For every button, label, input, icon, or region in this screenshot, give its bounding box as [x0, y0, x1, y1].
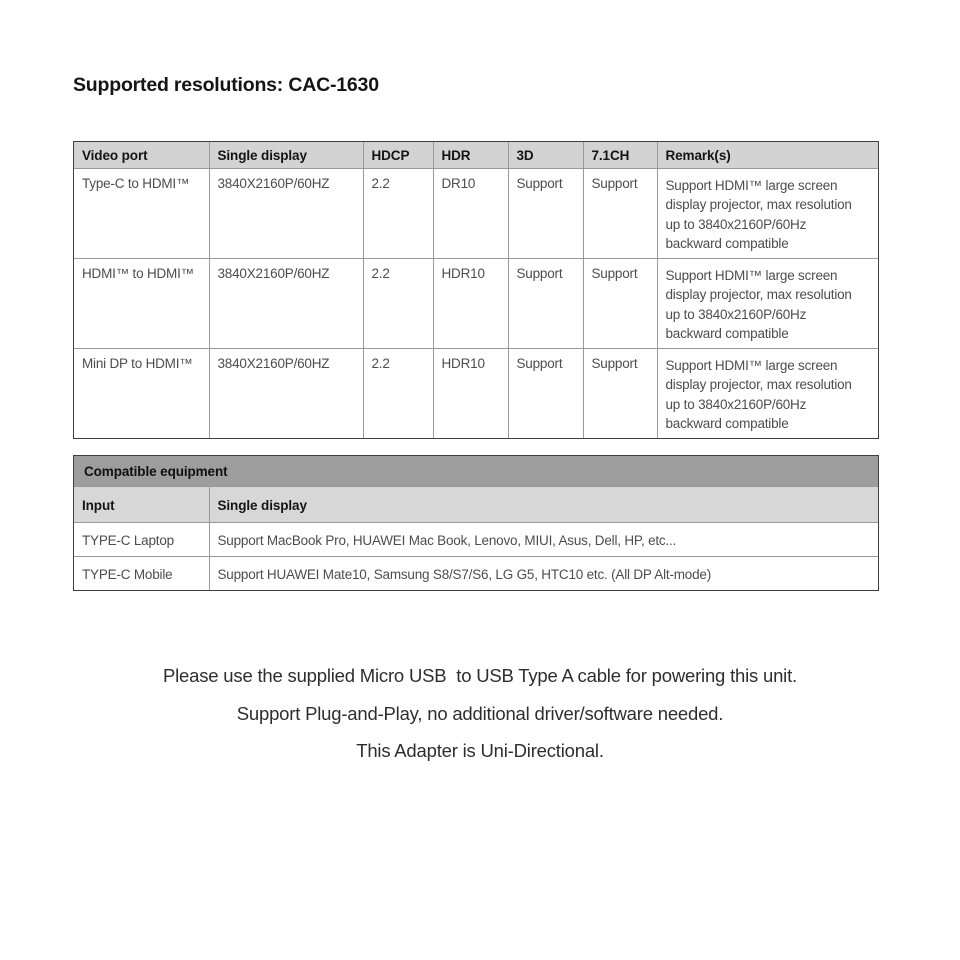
cell-single-display: 3840X2160P/60HZ	[209, 168, 363, 258]
col-header-71ch: 7.1CH	[583, 142, 657, 168]
page-title: Supported resolutions: CAC-1630	[73, 74, 379, 96]
cell-input: TYPE-C Mobile	[74, 556, 209, 590]
col-header-remarks: Remark(s)	[657, 142, 878, 168]
note-uni-directional: This Adapter is Uni-Directional.	[356, 740, 604, 761]
remark-line: up to 3840x2160P/60Hz	[665, 306, 807, 322]
remark-line: Support HDMI™ large screen	[665, 177, 838, 193]
remark-line: backward compatible	[665, 416, 789, 431]
table-row-mini-dp	[74, 348, 878, 438]
resolutions-table	[73, 141, 879, 439]
col-header-single-display: Single display	[209, 486, 878, 522]
remark-line: backward compatible	[665, 326, 789, 341]
remark-line: display projector, max resolution	[665, 197, 852, 212]
cell-3d: Support	[508, 258, 583, 348]
note-plug-and-play: Support Plug-and-Play, no additional driver/software needed.	[236, 702, 724, 724]
equipment-table-grid	[74, 456, 878, 590]
cell-remarks	[657, 168, 878, 258]
cell-71ch: Support	[583, 348, 657, 438]
col-header-single-display: Single display	[209, 142, 363, 168]
cell-hdcp: 2.2	[363, 348, 433, 438]
note-power-cable: Please use the supplied Micro USB to USB Type A cable for powering this unit.	[163, 665, 797, 686]
cell-71ch: Support	[583, 168, 657, 258]
table-row-laptop	[74, 522, 878, 556]
cell-remarks	[657, 348, 878, 438]
cell-video-port: Type-C to HDMI™	[74, 168, 209, 258]
cell-video-port: Mini DP to HDMI™	[74, 348, 209, 438]
table-row-type-c	[74, 168, 878, 258]
cell-hdcp: 2.2	[363, 258, 433, 348]
remark-line: Support HDMI™ large screen	[665, 357, 838, 373]
remark-line: up to 3840x2160P/60Hz	[665, 396, 807, 412]
cell-input: TYPE-C Laptop	[74, 522, 209, 556]
table-row-hdmi	[74, 258, 878, 348]
cell-single-display: Support MacBook Pro, HUAWEI Mac Book, Lenovo, MIUI, Asus, Dell, HP, etc...	[209, 522, 878, 556]
col-header-hdcp: HDCP	[363, 142, 433, 168]
cell-3d: Support	[508, 168, 583, 258]
cell-hdcp: 2.2	[363, 168, 433, 258]
resolutions-header-row	[74, 142, 878, 168]
cell-video-port: HDMI™ to HDMI™	[74, 258, 209, 348]
remark-line: Support HDMI™ large screen	[665, 267, 838, 283]
resolutions-table-grid	[74, 142, 878, 438]
equipment-title-row	[74, 456, 878, 486]
cell-single-display: Support HUAWEI Mate10, Samsung S8/S7/S6, LG G5, HTC10 etc. (All DP Alt-mode)	[209, 556, 878, 590]
cell-71ch: Support	[583, 258, 657, 348]
cell-hdr: DR10	[433, 168, 508, 258]
remark-line: display projector, max resolution	[665, 377, 852, 392]
remark-line: up to 3840x2160P/60Hz	[665, 216, 807, 232]
table-row-mobile	[74, 556, 878, 590]
col-header-video-port: Video port	[74, 142, 209, 168]
cell-single-display: 3840X2160P/60HZ	[209, 258, 363, 348]
cell-hdr: HDR10	[433, 348, 508, 438]
col-header-3d: 3D	[508, 142, 583, 168]
col-header-hdr: HDR	[433, 142, 508, 168]
equipment-table	[73, 455, 879, 591]
usage-notes	[0, 666, 960, 779]
equipment-header-row	[74, 486, 878, 522]
cell-hdr: HDR10	[433, 258, 508, 348]
cell-3d: Support	[508, 348, 583, 438]
remark-line: backward compatible	[665, 236, 789, 251]
cell-single-display: 3840X2160P/60HZ	[209, 348, 363, 438]
cell-remarks	[657, 258, 878, 348]
col-header-input: Input	[74, 486, 209, 522]
equipment-table-title: Compatible equipment	[74, 456, 878, 486]
remark-line: display projector, max resolution	[665, 287, 852, 302]
